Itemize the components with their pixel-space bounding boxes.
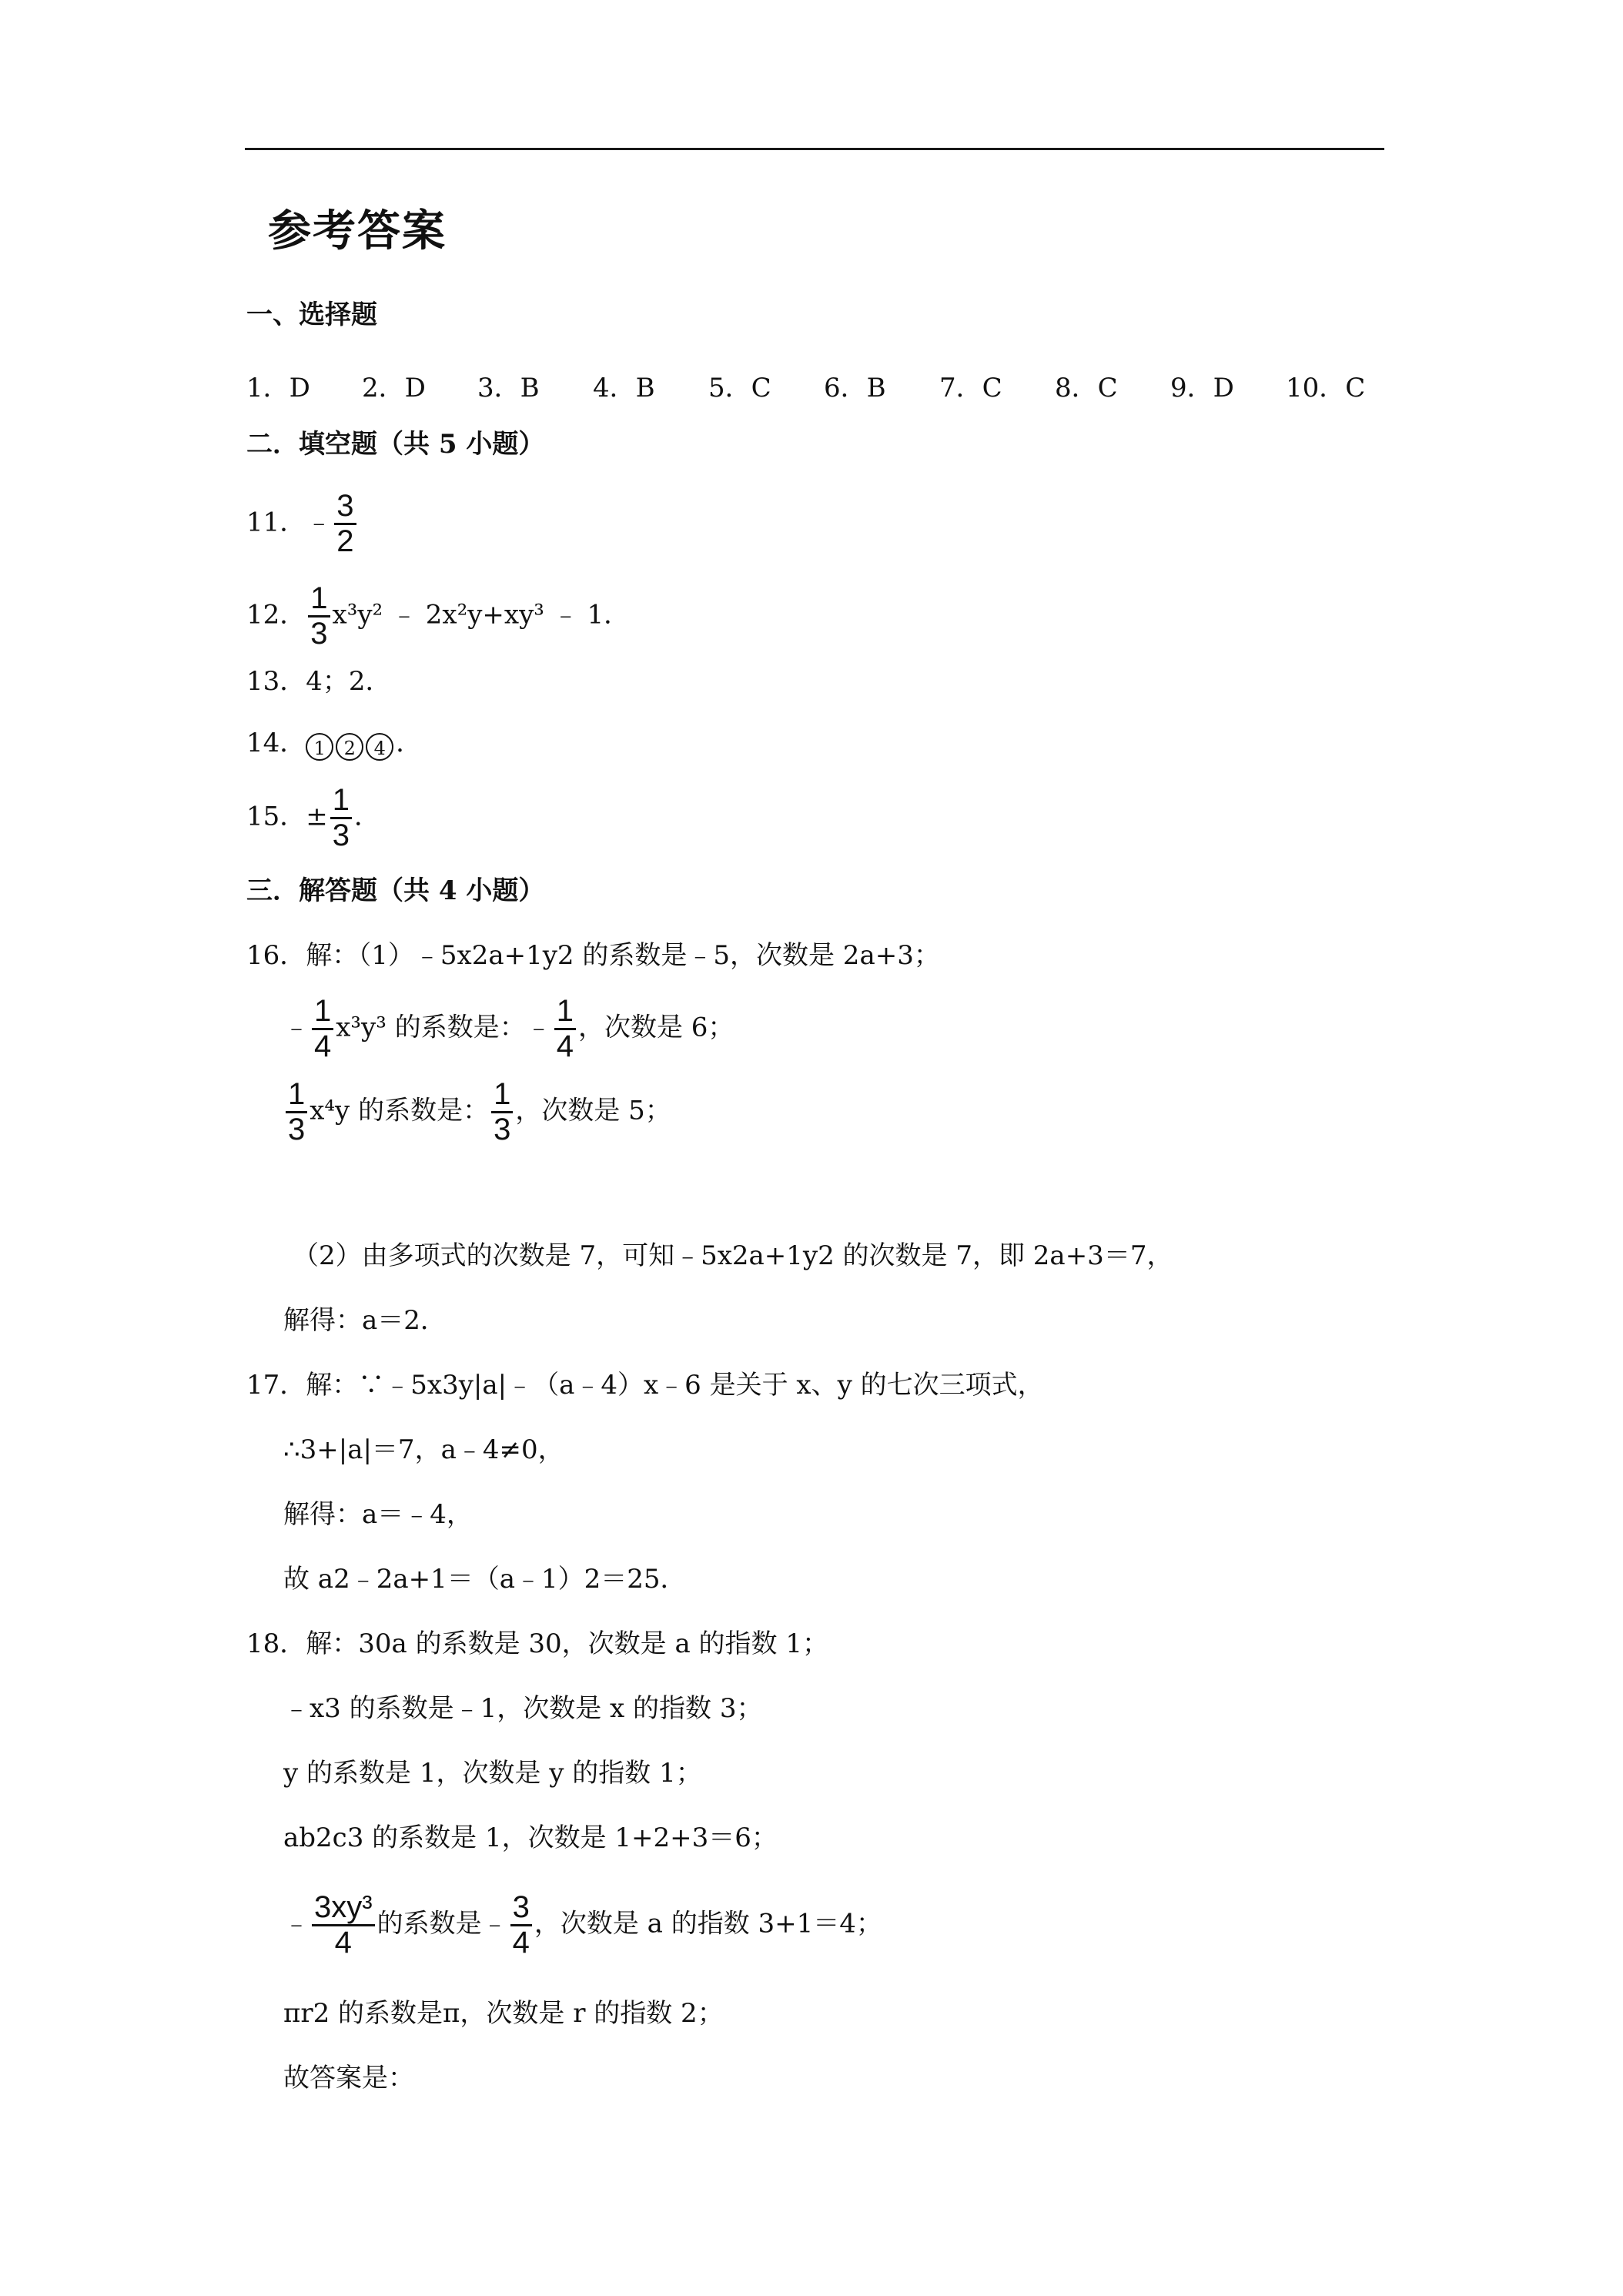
choice-answer: 8．C	[1055, 373, 1118, 403]
choice-answer: 5．C	[708, 373, 771, 403]
fraction-numerator: 1	[308, 582, 330, 618]
question-number: 15．	[246, 801, 306, 832]
choice-answer: 9．D	[1170, 373, 1234, 403]
page-title: 参考答案	[268, 206, 447, 256]
end-mark: ．	[396, 728, 423, 758]
answer-q14	[246, 730, 422, 761]
term-text: x³y³ 的系数是：	[336, 1012, 526, 1043]
fraction	[554, 995, 576, 1063]
fraction	[286, 1078, 307, 1146]
term-degree: ，次数是 a 的指数 3+1＝4；	[534, 1908, 882, 1940]
circled-number: 4	[366, 733, 393, 761]
fraction-numerator: 1	[491, 1078, 513, 1113]
fraction-numerator: 1	[554, 995, 576, 1030]
fraction-numerator: 1	[330, 784, 352, 819]
choice-answer: 4．B	[593, 373, 655, 403]
answer-q15	[246, 784, 380, 852]
fraction-denominator: 2	[336, 524, 354, 559]
fraction-denominator: 3	[494, 1113, 511, 1147]
circled-number: 1	[306, 733, 333, 761]
q18-line-1: 18．解：30a 的系数是 30，次数是 a 的指数 1；	[246, 1628, 829, 1659]
fraction	[312, 1891, 375, 1960]
choice-answer: 7．C	[939, 373, 1002, 403]
choice-answer: 2．D	[362, 373, 426, 403]
q16-line-4: （2）由多项式的次数是 7，可知﹣5x2a+1y2 的次数是 7，即 2a+3＝7，	[293, 1240, 1173, 1271]
fraction	[510, 1891, 532, 1960]
q18-line-5: ﹣ $\frac{\text{3xy³}}{4}$ 的系数是﹣ $\frac{3}{4}$ ，次数是 a 的指数 3+1＝4；	[283, 1890, 882, 1960]
term-degree: ，次数是 6；	[577, 1012, 735, 1043]
section-heading-choice: 一、选择题	[246, 300, 377, 330]
section-heading-fill: 二．填空题（共 5 小题）	[246, 429, 545, 460]
question-number: 14．	[246, 728, 306, 758]
header-rule	[245, 148, 1384, 150]
q17-line-2: ∴3+|a|＝7，a﹣4≠0，	[283, 1434, 564, 1465]
end-mark: ．	[354, 801, 381, 832]
choice-answer: 6．B	[824, 373, 886, 403]
fraction-numerator: 1	[286, 1078, 307, 1113]
plus-minus: ±	[306, 801, 328, 832]
fraction-denominator: 4	[334, 1926, 352, 1960]
q18-line-6: πr2 的系数是π，次数是 r 的指数 2；	[283, 1998, 724, 2029]
question-number: 12．	[246, 599, 306, 631]
question-number: 11．	[246, 507, 306, 538]
q18-line-4: ab2c3 的系数是 1，次数是 1+2+3＝6；	[283, 1822, 778, 1853]
choice-answer: 3．B	[477, 373, 540, 403]
fraction-numerator: 3	[334, 490, 356, 525]
fraction-numerator: 1	[312, 995, 333, 1030]
term-text: x⁴y 的系数是：	[310, 1095, 490, 1126]
choice-answer: 10．C	[1286, 373, 1366, 403]
fraction-denominator: 3	[310, 617, 328, 651]
q16-line-1: 16．解：（1）﹣5x2a+1y2 的系数是﹣5，次数是 2a+3；	[246, 940, 940, 971]
q16-line-3	[283, 1078, 671, 1146]
choice-answer: 1．D	[246, 373, 310, 403]
section-heading-solution: 三．解答题（共 4 小题）	[246, 875, 545, 906]
q17-line-3: 解得：a＝﹣4，	[283, 1499, 473, 1530]
q18-line-2: ﹣x3 的系数是﹣1，次数是 x 的指数 3；	[283, 1693, 763, 1724]
fraction	[330, 784, 352, 852]
answer-q12	[246, 582, 630, 651]
q16-line-5: 解得：a＝2．	[283, 1305, 447, 1336]
fraction	[308, 582, 330, 651]
fraction-denominator: 4	[314, 1029, 332, 1064]
answer-q13: 13．4；2．	[246, 666, 392, 697]
q17-line-4: 故 a2﹣2a+1＝（a﹣1）2＝25．	[283, 1564, 687, 1595]
minus-sign: ﹣	[306, 507, 333, 538]
fraction-denominator: 3	[332, 818, 350, 853]
fraction-denominator: 3	[288, 1113, 306, 1147]
answer-q11	[246, 490, 359, 558]
term-degree: ，次数是 5；	[515, 1095, 671, 1126]
fraction-denominator: 4	[556, 1029, 574, 1064]
fraction-numerator: 3xy³	[312, 1891, 375, 1926]
choice-answers-row	[246, 366, 1386, 403]
fraction-numerator: 3	[510, 1891, 532, 1926]
circled-number: 2	[336, 733, 363, 761]
fraction-denominator: 4	[512, 1926, 530, 1960]
q16-line-2: ﹣ $\frac{1}{4}$ x³y³ 的系数是：﹣ $\frac{1}{4}$ ，次数是 6；	[283, 994, 735, 1064]
term-text: 的系数是﹣	[376, 1908, 508, 1940]
fraction	[491, 1078, 513, 1146]
fraction	[312, 995, 333, 1063]
expression: x³y² ﹣ 2x²y+xy³ ﹣ 1．	[332, 599, 631, 631]
fraction	[334, 490, 356, 558]
q17-line-1: 17．解：∵﹣5x3y|a|﹣（a﹣4）x﹣6 是关于 x、y 的七次三项式，	[246, 1370, 1044, 1401]
q18-line-3: y 的系数是 1，次数是 y 的指数 1；	[283, 1758, 702, 1789]
q18-line-7: 故答案是：	[283, 2063, 414, 2094]
